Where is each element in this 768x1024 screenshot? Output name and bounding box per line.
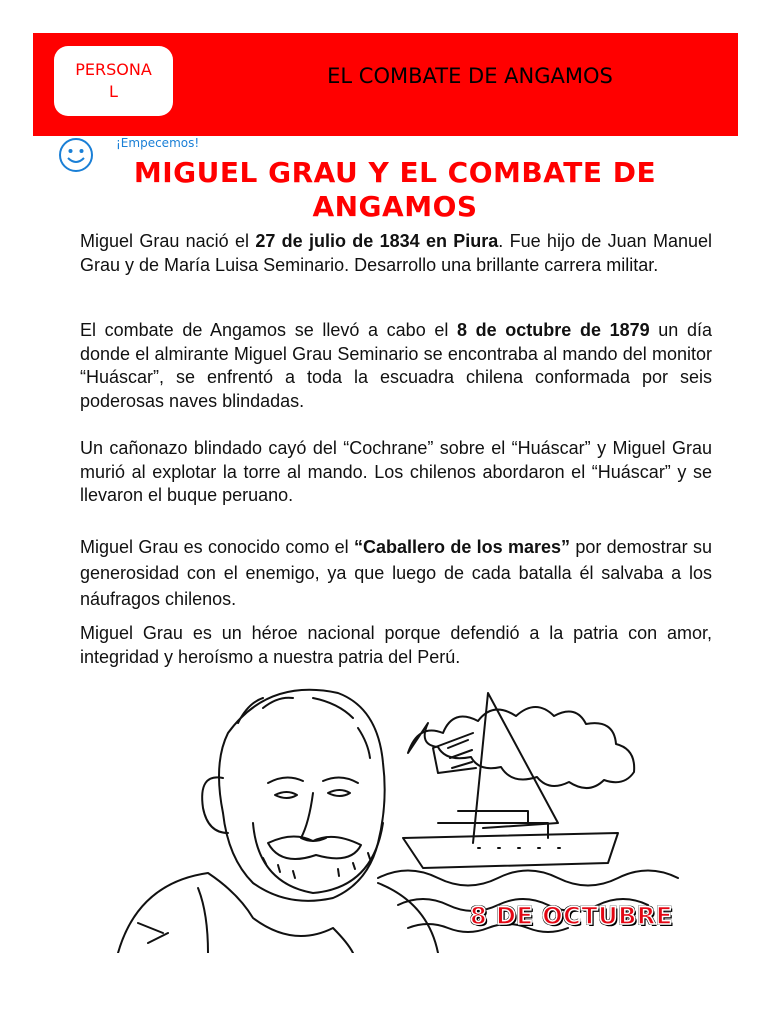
paragraph-battle: [80, 319, 712, 413]
date-banner: 8 DE OCTUBRE: [470, 902, 673, 930]
p3-text: Un cañonazo blindado cayó del “Cochrane” sobre el “Huáscar” y Miguel Grau murió al explotar la torre al mando. Los chilenos abordaron el “Huáscar” y se llevaron el buque peruano.: [80, 438, 712, 505]
uniform-drawing: [118, 873, 438, 953]
p1-text-c: . Fue hijo de Juan Manuel Grau y de María Luisa Seminario. Desarrollo una brillante carrera militar.: [80, 231, 712, 275]
main-title: MIGUEL GRAU Y EL COMBATE DE ANGAMOS: [133, 156, 657, 223]
p4-text-a: Miguel Grau es conocido como el: [80, 537, 354, 557]
clouds-drawing: [408, 707, 634, 788]
p5-text: Miguel Grau es un héroe nacional porque defendió a la patria con amor, integridad y heroísmo a nuestra patria del Perú.: [80, 623, 712, 667]
empecemos-label: ¡Empecemos!: [116, 136, 200, 150]
personal-badge: [54, 46, 173, 116]
p2-text-a: El combate de Angamos se llevó a cabo el: [80, 320, 457, 340]
p1-birth-date: 27 de julio de 1834 en Piura: [255, 231, 499, 251]
p4-nickname: “Caballero de los mares”: [354, 537, 571, 557]
header-title: EL COMBATE DE ANGAMOS: [327, 64, 613, 88]
smiley-face-icon: [58, 137, 94, 173]
p4-text-c: por demostrar su generosidad con el enemigo, ya que luego de cada batalla él salvaba a los náufragos chilenos.: [80, 537, 712, 609]
p2-battle-date: 8 de octubre de 1879: [457, 320, 650, 340]
ship-hull-drawing: [403, 833, 618, 868]
p1-text-a: Miguel Grau nació el: [80, 231, 256, 251]
paragraph-birth: [80, 230, 712, 277]
grau-portrait-drawing: [219, 690, 385, 901]
badge-line-1: PERSO: [75, 60, 129, 79]
paragraph-hero: [80, 622, 712, 669]
paragraph-death: [80, 437, 712, 508]
sea-waves-drawing: [378, 871, 678, 886]
badge-line-2: NAL: [109, 60, 152, 101]
p2-text-c: un día donde el almirante Miguel Grau Seminario se encontraba al mando del monitor “Huáscar”, se enfrentó a toda la escuadra chilena conformada por seis poderosas naves blindadas.: [80, 320, 712, 411]
paragraph-caballero: [80, 534, 712, 612]
